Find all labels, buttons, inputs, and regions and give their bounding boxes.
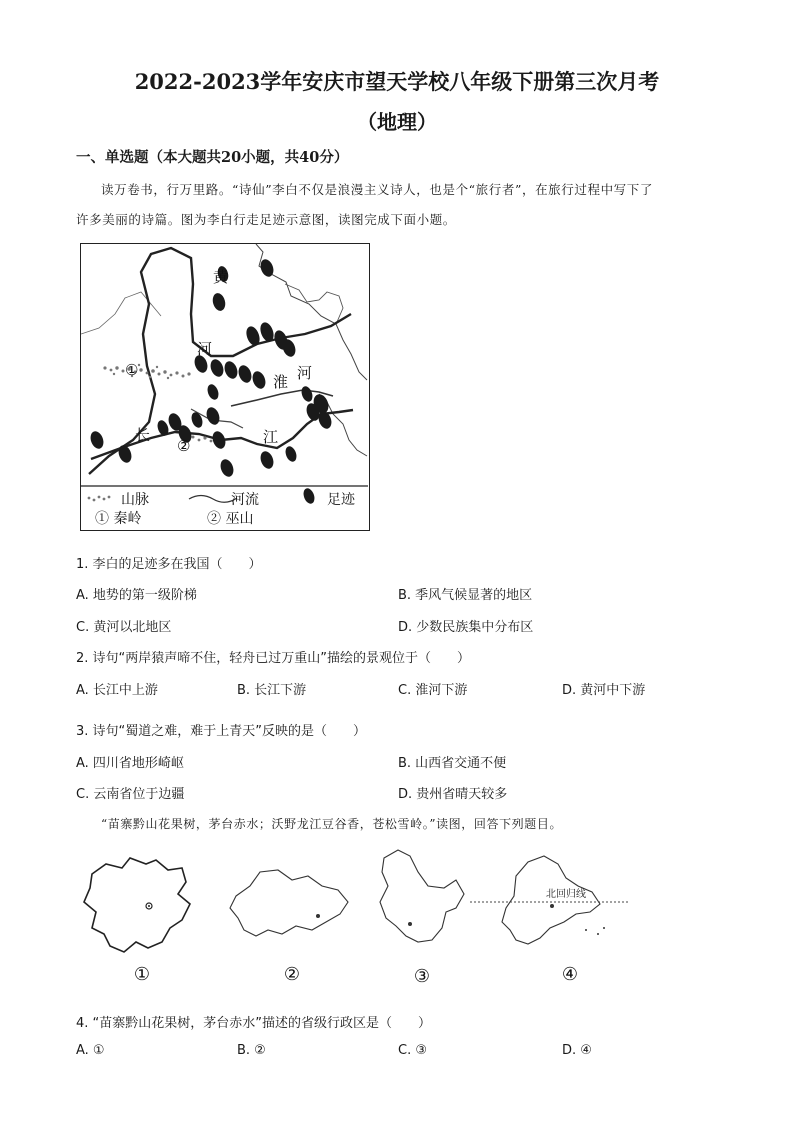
question-2-option-a[interactable]: A. 长江中上游 — [76, 683, 158, 698]
legend-footprint-label: 足迹 — [327, 492, 355, 508]
question-2-option-d[interactable]: D. 黄河中下游 — [562, 683, 646, 698]
tropic-of-cancer-label: 北回归线 — [546, 889, 586, 900]
question-1-option-d[interactable]: D. 少数民族集中分布区 — [398, 620, 534, 635]
legend-item-qinling: ① 秦岭 — [95, 511, 142, 527]
province-map-guangdong — [502, 856, 600, 944]
question-3-option-a[interactable]: A. 四川省地形崎岖 — [76, 756, 184, 771]
province-label-4: ④ — [561, 964, 579, 985]
label-marker-2: ② — [177, 437, 191, 455]
passage-line-2: 许多美丽的诗篇。图为李白行走足迹示意图，读图完成下面小题。 — [76, 212, 456, 227]
legend-footprint-symbol — [302, 487, 317, 505]
question-2-option-b[interactable]: B. 长江下游 — [237, 683, 307, 698]
legend-river-symbol — [189, 496, 237, 503]
question-4-option-b[interactable]: B. ② — [237, 1043, 266, 1058]
capital-marker-2 — [316, 914, 320, 918]
question-3-option-d[interactable]: D. 贵州省晴天较多 — [398, 787, 508, 802]
legend-item-wushan: ② 巫山 — [207, 511, 254, 527]
label-huai: 淮 — [273, 373, 289, 391]
page-subtitle: （地理） — [357, 110, 437, 134]
label-he-1: 河 — [197, 340, 213, 358]
province-label-2: ② — [283, 964, 301, 985]
legend-river-label: 河流 — [231, 492, 259, 508]
question-1-option-c[interactable]: C. 黄河以北地区 — [76, 620, 172, 635]
province-map-hubei — [230, 870, 348, 936]
label-jiang: 江 — [263, 428, 279, 446]
legend-mountain-label: 山脉 — [121, 492, 149, 508]
passage-line-1: 读万卷书，行万里路。“诗仙”李白不仅是浪漫主义诗人，也是个“旅行者”，在旅行过程中写下了 — [101, 182, 653, 197]
question-2-stem: 2. 诗句“两岸猿声啼不住，轻舟已过万重山”描绘的景观位于（ ） — [76, 651, 471, 666]
question-1-option-a[interactable]: A. 地势的第一级阶梯 — [76, 588, 197, 603]
map-drawing — [81, 244, 368, 529]
label-chang: 长 — [135, 426, 151, 444]
page-title: 2022-2023学年安庆市望天学校八年级下册第三次月考 — [134, 69, 660, 94]
question-3-stem: 3. 诗句“蜀道之难，难于上青天”反映的是（ ） — [76, 724, 367, 739]
coastline-north — [256, 244, 367, 380]
question-2-option-c[interactable]: C. 淮河下游 — [398, 683, 468, 698]
legend-mountain-symbol — [88, 496, 111, 502]
libai-footprint-map — [80, 243, 370, 531]
label-he-2: 河 — [297, 364, 313, 382]
question-3-option-c[interactable]: C. 云南省位于边疆 — [76, 787, 185, 802]
question-4-option-d[interactable]: D. ④ — [562, 1043, 592, 1058]
question-3-option-b[interactable]: B. 山西省交通不便 — [398, 756, 507, 771]
question-1-option-b[interactable]: B. 季风气候显著的地区 — [398, 588, 533, 603]
label-huang: 黄 — [213, 268, 229, 286]
label-marker-1: ① — [125, 361, 139, 379]
province-map-guizhou — [84, 858, 190, 952]
province-maps — [70, 842, 640, 992]
question-4-stem: 4. “苗寨黔山花果树，茅台赤水”描述的省级行政区是（ ） — [76, 1016, 432, 1031]
capital-marker-4 — [550, 904, 554, 908]
province-map-heilongjiang — [380, 850, 464, 942]
section-heading: 一、单选题（本大题共20小题，共40分） — [76, 149, 349, 166]
passage-2: “苗寨黔山花果树，茅台赤水；沃野龙江豆谷香，苍松雪岭。”读图，回答下列题目。 — [101, 817, 563, 831]
border-line — [285, 284, 343, 322]
question-4-option-a[interactable]: A. ① — [76, 1043, 105, 1058]
province-label-3: ③ — [413, 966, 431, 987]
capital-marker-3 — [408, 922, 412, 926]
question-1-stem: 1. 李白的足迹多在我国（ ） — [76, 557, 262, 572]
border-west — [81, 292, 161, 334]
province-label-1: ① — [133, 964, 151, 985]
question-4-option-c[interactable]: C. ③ — [398, 1043, 427, 1058]
